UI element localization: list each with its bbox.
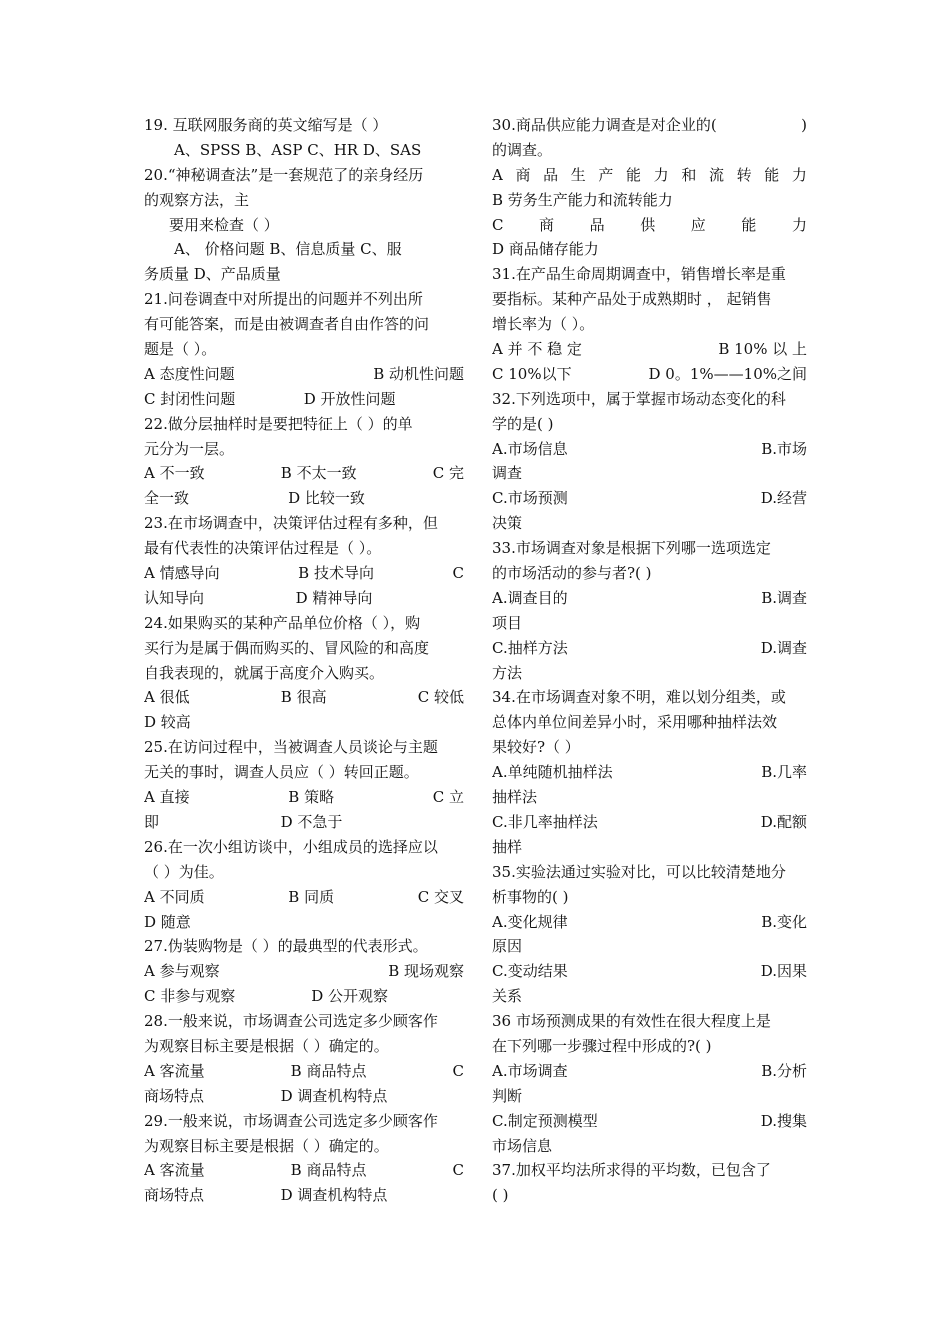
text-line (144, 959, 464, 984)
text-line: 买行为是属于偶而购买的、冒风险的和高度 (144, 638, 430, 657)
text-segment: 全一致 (144, 489, 190, 508)
text-segment: B 10% 以 上 (718, 340, 807, 359)
text-line: 20.“神秘调查法”是一套规范了的亲身经历 (144, 165, 424, 184)
text-line: （ ）为佳。 (144, 862, 224, 881)
text-segment: 品 (589, 215, 605, 234)
text-segment: C (452, 1161, 464, 1180)
text-line: 31.在产品生命周期调查中，销售增长率是重 (492, 265, 786, 284)
text-line: 19. 互联网服务商的英文缩写是（ ） (144, 116, 388, 134)
text-segment: 应 (690, 215, 706, 234)
text-segment: A 客流量 (144, 1161, 205, 1180)
text-line (492, 1109, 807, 1134)
text-segment: 转 (736, 165, 752, 184)
text-segment: C 10%以下 (492, 364, 572, 383)
text-line: 调查 (492, 464, 523, 483)
right-column (492, 113, 807, 1208)
text-line: 36 市场预测成果的有效性在很大程度上是 (492, 1012, 771, 1031)
text-segment: D.配额 (760, 812, 807, 831)
text-line (492, 810, 807, 835)
text-segment: 认知导向 (144, 588, 205, 607)
text-segment: B.分析 (761, 1061, 807, 1080)
text-line: 的调查。 (492, 140, 553, 159)
text-line (492, 437, 807, 462)
text-line: 在下列哪一步骤过程中形成的?( ) (492, 1036, 712, 1055)
text-line (144, 885, 464, 910)
left-column (144, 113, 464, 1208)
text-segment: C 较低 (417, 688, 464, 707)
text-line: 方法 (492, 663, 523, 682)
text-line: 题是（ ）。 (144, 340, 217, 359)
text-line (144, 984, 464, 1009)
text-segment: B.调查 (761, 588, 807, 607)
text-line (144, 1084, 464, 1109)
text-line (144, 461, 464, 486)
text-segment: C 完 (432, 464, 464, 483)
text-segment: B 动机性问题 (373, 364, 464, 383)
text-segment: 商 (539, 215, 555, 234)
text-line: 要指标。某种产品处于成熟期时 ， 起销售 (492, 290, 772, 309)
text-segment: 力 (791, 165, 807, 184)
text-segment: C.制定预测模型 (492, 1111, 598, 1130)
text-line: 析事物的( ) (492, 887, 569, 906)
text-segment: C 立 (432, 788, 464, 807)
text-segment: B 很高 (280, 688, 327, 707)
text-segment: 力 (791, 215, 807, 234)
text-line: 为观察目标主要是根据（ ）确定的。 (144, 1036, 389, 1055)
text-line: 果较好?（ ） (492, 738, 580, 757)
text-line (492, 213, 807, 238)
text-segment: B.变化 (761, 912, 807, 931)
text-segment: D 调查机构特点 (280, 1186, 388, 1205)
text-line: 决策 (492, 514, 523, 533)
text-segment: 品 (543, 165, 559, 184)
text-line: 25.在访问过程中，当被调查人员谈论与主题 (144, 738, 438, 757)
text-segment: C.抽样方法 (492, 638, 568, 657)
text-line: B 劳务生产能力和流转能力 (492, 190, 673, 209)
text-segment: B 商品特点 (290, 1061, 367, 1080)
text-line: A、SPSS B、ASP C、HR D、SAS (174, 140, 422, 159)
text-segment: A.市场调查 (492, 1061, 568, 1080)
text-line: 26.在一次小组访谈中，小组成员的选择应以 (144, 837, 438, 856)
text-segment: A 态度性问题 (144, 364, 235, 383)
text-segment: C.变动结果 (492, 962, 568, 981)
text-line: 的观察方法，主 (144, 190, 250, 209)
text-segment: D 精神导向 (295, 588, 373, 607)
text-line: 无关的事时，调查人员应（ ）转回正题。 (144, 763, 419, 782)
text-line: 29.一般来说，市场调查公司选定多少顾客作 (144, 1111, 438, 1130)
text-line: 为观察目标主要是根据（ ）确定的。 (144, 1136, 389, 1155)
text-segment: C.市场预测 (492, 489, 568, 508)
text-line (492, 337, 807, 362)
text-segment: B 现场观察 (388, 962, 464, 981)
text-line: 的市场活动的参与者?( ) (492, 564, 652, 583)
text-line: 抽样法 (492, 788, 538, 807)
text-segment: D 不急于 (280, 812, 343, 831)
text-segment: 商场特点 (144, 1086, 205, 1105)
text-line (492, 959, 807, 984)
text-line (144, 1059, 464, 1084)
text-line: 自我表现的，就属于高度介入购买。 (144, 663, 385, 682)
text-line: 28.一般来说，市场调查公司选定多少顾客作 (144, 1012, 438, 1031)
text-segment: 商场特点 (144, 1186, 205, 1205)
text-segment: A.调查目的 (492, 588, 568, 607)
text-segment: B.市场 (761, 439, 807, 458)
text-line: 34.在市场调查对象不明，难以划分组类，或 (492, 688, 786, 707)
text-segment: A.单纯随机抽样法 (492, 763, 613, 782)
text-line: 32.下列选项中，属于掌握市场动态变化的科 (492, 389, 786, 408)
text-line: 24.如果购买的某种产品单位价格（ ），购 (144, 613, 421, 632)
text-line: 学的是( ) (492, 414, 554, 433)
text-segment: A 直接 (144, 788, 190, 807)
text-segment: C 封闭性问题 (144, 389, 236, 408)
text-segment: 和 (681, 165, 697, 184)
text-segment: 流 (708, 165, 724, 184)
text-segment: 供 (640, 215, 656, 234)
text-segment: A 并 不 稳 定 (492, 340, 582, 359)
text-segment: D 公开观察 (311, 987, 389, 1006)
text-line: 抽样 (492, 837, 523, 856)
text-segment: C (492, 215, 504, 234)
text-line: 项目 (492, 613, 523, 632)
text-line (492, 163, 807, 188)
text-segment: C.非几率抽样法 (492, 812, 598, 831)
text-line: 原因 (492, 937, 523, 956)
text-segment: D.调查 (760, 638, 807, 657)
text-line (492, 113, 807, 138)
text-line: 22.做分层抽样时是要把特征上（ ）的单 (144, 414, 413, 433)
text-segment: B 技术导向 (298, 564, 374, 583)
text-segment: A 很低 (144, 688, 190, 707)
text-segment: 产 (598, 165, 614, 184)
text-line (492, 760, 807, 785)
text-segment: D.搜集 (760, 1111, 807, 1130)
text-line: 21.问卷调查中对所提出的问题并不列出所 (144, 290, 423, 309)
text-segment: A 参与观察 (144, 962, 220, 981)
text-segment: 能 (626, 165, 642, 184)
text-line: 元分为一层。 (144, 439, 235, 458)
text-line (492, 1059, 807, 1084)
text-segment: A 不同质 (144, 887, 205, 906)
text-line: 27.伪装购物是（ ）的最典型的代表形式。 (144, 937, 428, 956)
text-line: 35.实验法通过实验对比，可以比较清楚地分 (492, 862, 786, 881)
text-segment: D 调查机构特点 (280, 1086, 388, 1105)
text-line: 判断 (492, 1086, 523, 1105)
text-line: 37.加权平均法所求得的平均数，已包含了 (492, 1161, 771, 1180)
text-segment: 力 (653, 165, 669, 184)
text-segment: B 同质 (288, 887, 335, 906)
text-line: 有可能答案，而是由被调查者自由作答的问 (144, 315, 430, 334)
text-line: D 商品储存能力 (492, 240, 599, 259)
text-segment: 30.商品供应能力调查是对企业的( (492, 116, 717, 134)
text-line: 增长率为（ ）。 (492, 315, 595, 334)
text-line: 要用来检查（ ） (169, 215, 279, 234)
text-segment: A 不一致 (144, 464, 205, 483)
text-line: A、 价格问题 B、信息质量 C、服 (174, 240, 402, 259)
text-line (144, 561, 464, 586)
text-segment: D.经营 (760, 489, 807, 508)
text-segment: B 商品特点 (290, 1161, 367, 1180)
text-segment: B 策略 (288, 788, 335, 807)
text-segment: A 情感导向 (144, 564, 220, 583)
text-line: 务质量 D、产品质量 (144, 265, 281, 284)
text-segment: B 不太一致 (280, 464, 357, 483)
text-line: 市场信息 (492, 1136, 553, 1155)
text-line (492, 636, 807, 661)
text-segment: D.因果 (760, 962, 807, 981)
text-segment: A.变化规律 (492, 912, 568, 931)
text-line (144, 486, 464, 511)
text-segment: D 比较一致 (288, 489, 365, 508)
text-segment: C (452, 564, 464, 583)
text-segment: D 0。1%——10%之间 (648, 364, 807, 383)
text-segment: C 非参与观察 (144, 987, 236, 1006)
text-segment: C (452, 1061, 464, 1080)
text-line (144, 1183, 464, 1208)
text-segment: 能 (741, 215, 757, 234)
text-segment: 能 (764, 165, 780, 184)
text-line: 总体内单位间差异小时，采用哪种抽样法效 (492, 713, 778, 732)
text-segment: A (492, 165, 503, 184)
text-segment: A 客流量 (144, 1061, 205, 1080)
text-line (144, 810, 464, 835)
text-segment: 生 (570, 165, 586, 184)
text-line: 33.市场调查对象是根据下列哪一选项选定 (492, 539, 771, 558)
text-line (144, 387, 464, 412)
text-segment: B.几率 (761, 763, 807, 782)
text-line: 23.在市场调查中，决策评估过程有多种，但 (144, 514, 438, 533)
text-line: 关系 (492, 987, 523, 1006)
text-line (492, 486, 807, 511)
text-segment: A.市场信息 (492, 439, 568, 458)
text-line: 最有代表性的决策评估过程是（ ）。 (144, 539, 382, 558)
text-line (144, 586, 464, 611)
text-segment: ) (801, 116, 807, 134)
text-segment: 商 (515, 165, 531, 184)
text-line: D 较高 (144, 713, 191, 732)
text-line (492, 586, 807, 611)
text-line (144, 685, 464, 710)
text-line: ( ) (492, 1186, 509, 1205)
text-line (144, 1158, 464, 1183)
text-line: D 随意 (144, 912, 191, 931)
text-line (144, 785, 464, 810)
text-line (492, 910, 807, 935)
text-segment: D 开放性问题 (303, 389, 396, 408)
text-segment: C 交叉 (417, 887, 464, 906)
text-segment: 即 (144, 812, 160, 831)
text-line (492, 362, 807, 387)
text-line (144, 362, 464, 387)
